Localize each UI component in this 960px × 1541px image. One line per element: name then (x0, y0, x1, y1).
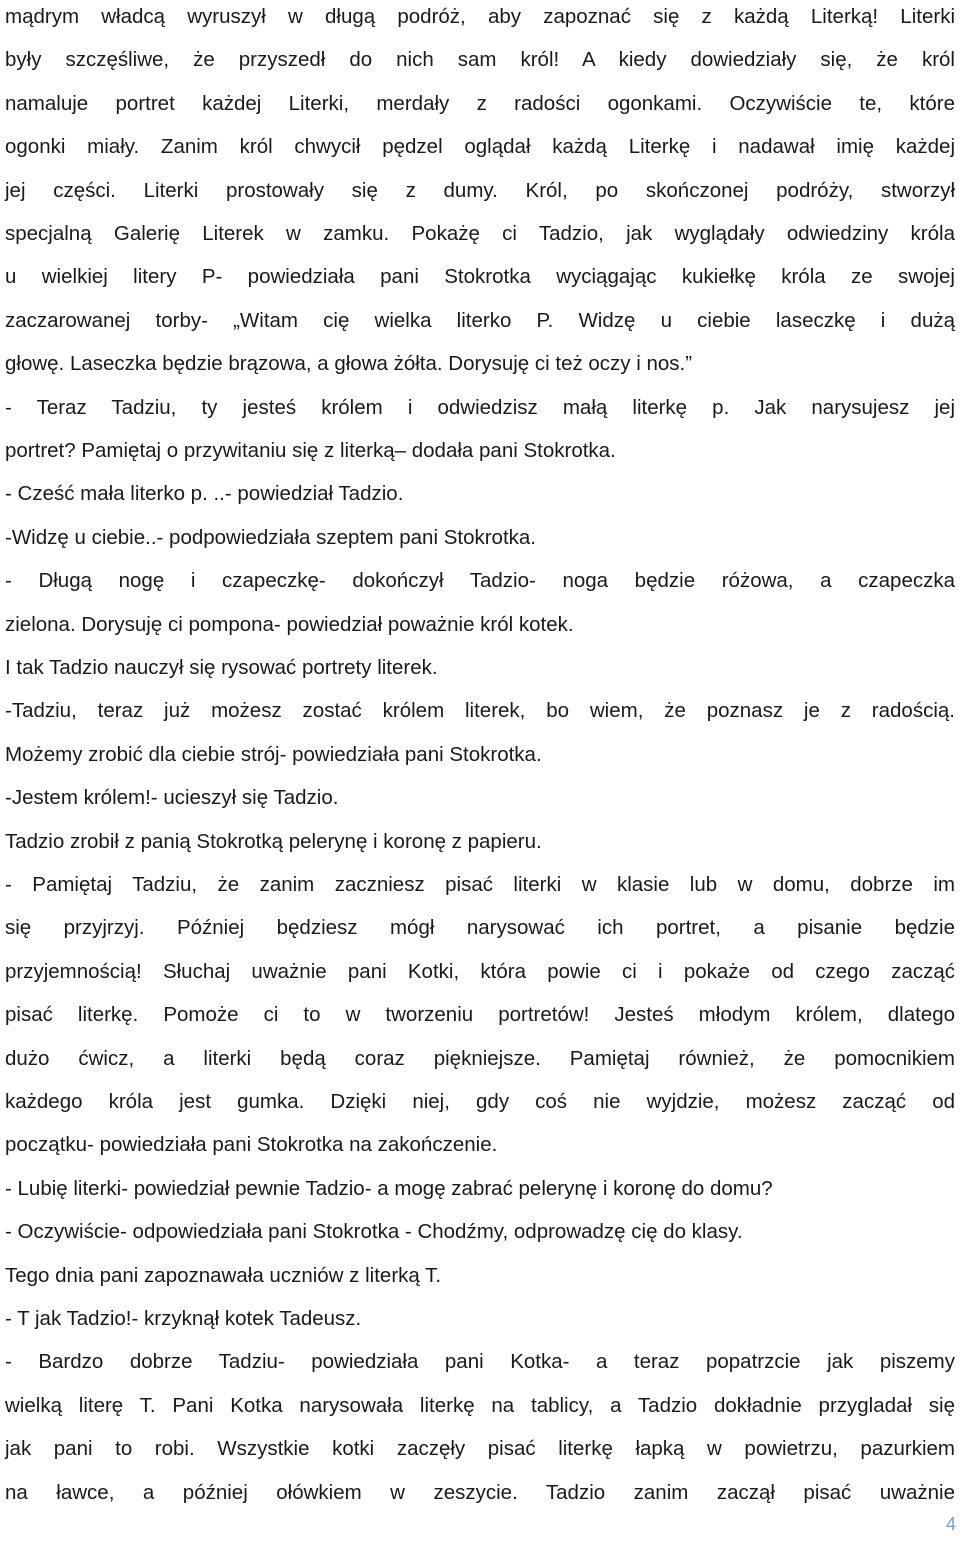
text-line: u wielkiej litery P- powiedziała pani Stokrotka wyciągając kukiełkę króla ze swojej (5, 265, 955, 289)
text-line: -Jestem królem!- ucieszył się Tadzio. (5, 786, 339, 810)
text-line: - Długą nogę i czapeczkę- dokończył Tadzio- noga będzie różowa, a czapeczka (5, 569, 955, 593)
text-line: zaczarowanej torby- „Witam cię wielka literko P. Widzę u ciebie laseczkę i dużą (5, 308, 955, 332)
text-line: wielką literę T. Pani Kotka narysowała literkę na tablicy, a Tadzio dokładnie przygladał się (5, 1393, 955, 1417)
text-line: Tadzio zrobił z panią Stokrotką pelerynę i koronę z papieru. (5, 829, 542, 853)
text-line: na ławce, a później ołówkiem w zeszycie. Tadzio zanim zaczął pisać uważnie (5, 1480, 955, 1504)
text-line: jej części. Literki prostowały się z dumy. Król, po skończonej podróży, stworzył (5, 178, 955, 202)
text-line: - Teraz Tadziu, ty jesteś królem i odwiedzisz małą literkę p. Jak narysujesz jej (5, 395, 955, 419)
text-line: - Lubię literki- powiedział pewnie Tadzio- a mogę zabrać pelerynę i koronę do domu? (5, 1176, 773, 1200)
text-line: były szczęśliwe, że przyszedł do nich sam król! A kiedy dowiedziały się, że król (5, 48, 955, 72)
text-line: Tego dnia pani zapoznawała uczniów z literką T. (5, 1263, 442, 1287)
text-line: portret? Pamiętaj o przywitaniu się z literką– dodała pani Stokrotka. (5, 439, 616, 462)
text-line: - Cześć mała literko p. ..- powiedział Tadzio. (5, 482, 404, 506)
text-line: pisać literkę. Pomoże ci to w tworzeniu portretów! Jesteś młodym królem, dlatego (5, 1003, 955, 1027)
text-line: przyjemnością! Słuchaj uważnie pani Kotki, która powie ci i pokaże od czego zacząć (5, 959, 955, 983)
text-line: - T jak Tadzio!- krzyknął kotek Tadeusz. (5, 1307, 362, 1330)
text-line: specjalną Galerię Literek w zamku. Pokażę ci Tadzio, jak wyglądały odwiedziny króla (5, 222, 955, 245)
text-line: głowę. Laseczka będzie brązowa, a głowa żółta. Dorysuję ci też oczy i nos.” (5, 352, 693, 376)
text-line: namaluje portret każdej Literki, merdały z radości ogonkami. Oczywiście te, które (5, 91, 955, 115)
text-line: -Widzę u ciebie..- podpowiedziała szeptem pani Stokrotka. (5, 525, 536, 549)
text-line: - Oczywiście- odpowiedziała pani Stokrotka - Chodźmy, odprowadzę cię do klasy. (5, 1220, 743, 1244)
text-line: zielona. Dorysuję ci pompona- powiedział poważnie król kotek. (5, 612, 574, 636)
text-line: się przyjrzyj. Później będziesz mógł narysować ich portret, a pisanie będzie (5, 916, 955, 940)
text-line: dużo ćwicz, a literki będą coraz piękniejsze. Pamiętaj również, że pomocnikiem (5, 1046, 955, 1070)
page-number: 4 (945, 1514, 956, 1534)
text-line: początku- powiedziała pani Stokrotka na zakończenie. (5, 1133, 498, 1157)
text-line: - Bardzo dobrze Tadziu- powiedziała pani Kotka- a teraz popatrzcie jak piszemy (5, 1350, 955, 1374)
text-line: - Pamiętaj Tadziu, że zanim zaczniesz pisać literki w klasie lub w domu, dobrze im (5, 873, 955, 896)
text-line: I tak Tadzio nauczył się rysować portrety literek. (5, 656, 438, 679)
text-line: ogonki miały. Zanim król chwycił pędzel oglądał każdą Literkę i nadawał imię każdej (5, 135, 955, 159)
text-line: -Tadziu, teraz już możesz zostać królem literek, bo wiem, że poznasz je z radością. (5, 699, 955, 723)
text-line: Możemy zrobić dla ciebie strój- powiedziała pani Stokrotka. (5, 742, 542, 766)
text-line: każdego króla jest gumka. Dzięki niej, gdy coś nie wyjdzie, możesz zacząć od (5, 1090, 955, 1113)
text-line: jak pani to robi. Wszystkie kotki zaczęły pisać literkę łapką w powietrzu, pazurkiem (5, 1437, 955, 1461)
text-line: mądrym władcą wyruszył w długą podróż, aby zapoznać się z każdą Literką! Literki (5, 5, 955, 28)
